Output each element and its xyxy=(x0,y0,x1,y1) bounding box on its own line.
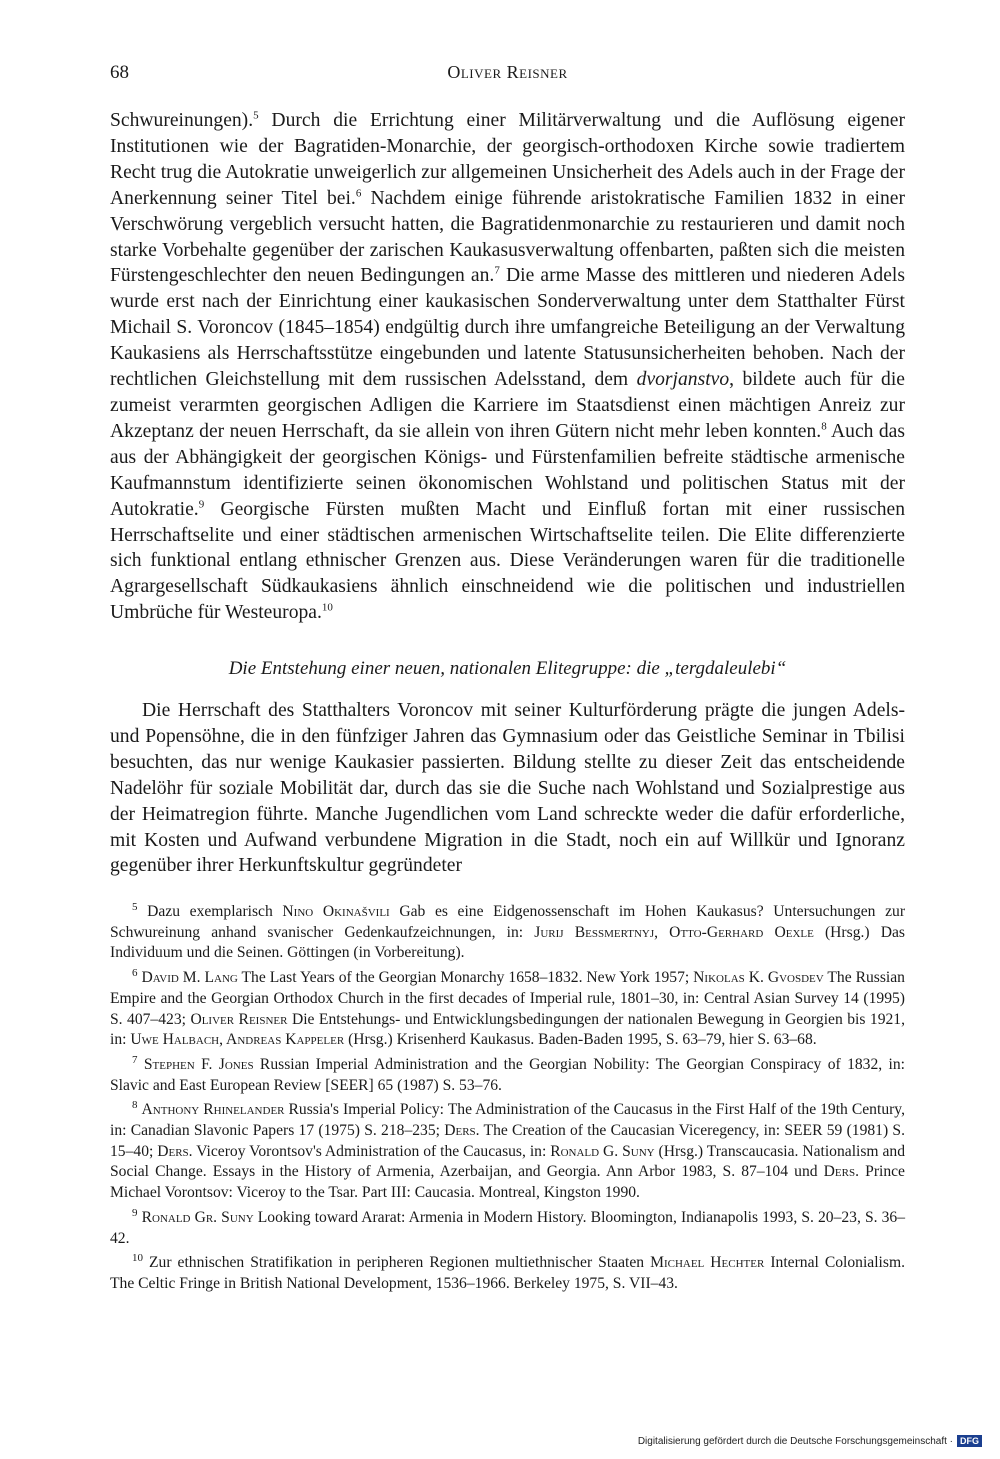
text-run: Russian Imperial Administration and the Georgian Nobility: The Georgian Conspiracy of 1832, in: Slavic and East European Review [SEER] 65 (1987) S. 53–76. xyxy=(110,1055,905,1094)
text-run: Durch die Errichtung einer Militärverwaltung und die Auflösung eigener Institutionen wie der Bagratiden-Monarchie, der georgisch-orthodoxen Kirche sowie tradiertem Recht trug die Autokratie unweigerlich zur allgemeinen Unsicherheit des Adels auch in der Frage der Anerkennung seiner Titel bei. xyxy=(110,110,905,209)
text-run: (Hrsg.) Das Individuum und die Seinen. Göttingen (in Vorbereitung). xyxy=(110,923,905,962)
author-name: Stephen F. Jones xyxy=(143,1055,254,1073)
text-run: The Russian Empire and the Georgian Orthodox Church in the first decades of Imperial rule, 1801–30, in: Central Asian Survey 14 (1995) S. 407–423; xyxy=(110,969,905,1028)
credit-text: Digitalisierung gefördert durch die Deutsche Forschungsgemeinschaft · xyxy=(637,1435,953,1447)
author-name: Nino Okinašvili xyxy=(282,903,390,920)
text-run: Viceroy Vorontsov's Administration of the Caucasus, in: xyxy=(192,1142,551,1160)
footnote-number: 8 xyxy=(132,1099,138,1112)
text-run: Auch das aus der Abhängigkeit der georgischen Königs- und Fürstenfamilien befreite städtische armenische Kaufmannstum identifizierte seinen ökonomischen Wohlstand und politischen Status mit der Autokratie. xyxy=(110,420,905,520)
footnote-ref-6: 6 xyxy=(355,187,362,200)
footnote-ref-5: 5 xyxy=(253,109,259,122)
running-head: Oliver Reisner xyxy=(447,62,568,82)
section-heading: Die Entstehung einer neuen, nationalen Elitegruppe: die „tergdaleulebi“ xyxy=(228,658,787,680)
footnote-ref-10: 10 xyxy=(321,601,333,614)
text-run: Zur ethnischen Stratifikation in peripheren Regionen multiethnischer Staaten xyxy=(143,1254,651,1272)
text-run: Dazu exemplarisch xyxy=(137,903,283,920)
footnote-8 xyxy=(110,1100,905,1204)
footnote-5 xyxy=(110,902,905,964)
author-name: Jurij Bessmertnyj, Otto-Gerhard Oexle xyxy=(534,923,814,941)
footnote-7 xyxy=(110,1055,905,1096)
author-name: David M. Lang xyxy=(141,969,238,987)
author-name: Nikolas K. Gvosdev xyxy=(693,969,824,987)
footnote-9 xyxy=(110,1208,905,1249)
paragraph-1 xyxy=(110,108,905,626)
text-run: Die Entstehungs- und Entwicklungsbedingungen der nationalen Bewegung in Georgien bis 1921, in: xyxy=(110,1010,906,1049)
author-name: Anthony Rhinelander xyxy=(141,1101,285,1119)
author-name: Ders. xyxy=(157,1142,193,1160)
text-run: , bildete auch für die zumeist verarmten georgischen Adligen die Karriere im Staatsdienst einen mächtigen Anreiz zur Akzeptanz der neuen Herrschaft, da sie allein von ihren Gütern nicht mehr leben konnten. xyxy=(110,369,905,442)
author-name: Michael Hechter xyxy=(650,1254,765,1272)
author-name: Ders. xyxy=(823,1163,860,1181)
author-name: Ronald G. Suny xyxy=(550,1142,655,1160)
text-run: (Hrsg.) Krisenherd Kaukasus. Baden-Baden 1995, S. 63–79, hier S. 63–68. xyxy=(344,1031,817,1049)
text-run: Russia's Imperial Policy: The Administration of the Caucasus in the First Half of the 19th Century, in: Canadian Slavonic Papers 17 (1975) S. 218–235; xyxy=(110,1101,905,1140)
author-name: Ronald Gr. Suny xyxy=(141,1208,254,1226)
page-header xyxy=(110,62,905,88)
text-run: (Hrsg.) Transcaucasia. Nationalism and Social Change. Essays in the History of Armenia, Azerbaijan, and Georgia. Ann Arbor 1983, S. 87–104 und xyxy=(110,1142,905,1181)
author-name: Uwe Halbach, Andreas Kappeler xyxy=(130,1031,345,1049)
footnote-number: 10 xyxy=(132,1252,143,1265)
digitization-credit xyxy=(638,1435,982,1447)
footnote-number: 9 xyxy=(132,1206,138,1219)
main-text xyxy=(110,108,905,879)
text-run: Internal Colonialism. The Celtic Fringe in British National Development, 1536–1966. Berkeley 1975, S. VII–43. xyxy=(110,1254,905,1292)
footnote-ref-7: 7 xyxy=(494,264,500,277)
text-run: Looking toward Ararat: Armenia in Modern History. Bloomington, Indianapolis 1993, S. 20–23, S. 36–42. xyxy=(110,1208,905,1247)
page-number: 68 xyxy=(110,62,129,83)
author-name: Oliver Reisner xyxy=(190,1010,288,1028)
text-run: Schwureinungen). xyxy=(110,110,254,131)
footnote-10 xyxy=(110,1253,905,1294)
dfg-logo: DFG xyxy=(957,1435,982,1447)
text-run: Die arme Masse des mittleren und niederen Adels wurde erst nach der Einrichtung einer kaukasischen Sonderverwaltung unter dem Statthalter Fürst Michail S. Voroncov (1845–1854) endgültig durch ihre umfangreiche Beteiligung an der Verwaltung Kaukasiens als Herrschaftsstütze eingebunden und latente Statusunsicherheiten behoben. Nach der rechtlichen Gleichstellung mit dem russischen Adelsstand, dem xyxy=(110,265,905,391)
text-run: Nachdem einige führende aristokratische Familien 1832 in einer Verschwörung vergeblich versucht hatten, die Bagratidenmonarchie zu restaurieren und damit noch starke Vorbehalte gegenüber der zarischen Kaukasusverwaltung offenbarten, paßten sich die meisten Fürstengeschlechter den neuen Bedingungen an. xyxy=(110,187,906,287)
footnotes xyxy=(110,902,905,1299)
text-run: The Last Years of the Georgian Monarchy 1658–1832. New York 1957; xyxy=(237,969,694,987)
text-run: Prince Michael Vorontsov: Viceroy to the Tsar. Part III: Caucasia. Montreal, Kingston 1990. xyxy=(110,1163,905,1202)
footnote-number: 6 xyxy=(132,966,138,979)
footnote-ref-8: 8 xyxy=(821,420,827,433)
text-run: Georgische Fürsten mußten Macht und Einfluß fortan mit einer russischen Herrschaftselite und einer städtischen armenischen Wirtschaftselite teilen. Die Elite differenzierte sich funktional entlang ethnischer Grenzen aus. Diese Veränderungen waren für die traditionelle Agrargesellschaft Südkaukasiens ähnlich einschneidend wie die politischen und industriellen Umbrüche für Westeuropa. xyxy=(110,498,905,624)
footnote-ref-9: 9 xyxy=(198,498,205,511)
footnote-6 xyxy=(110,968,905,1051)
footnote-number: 7 xyxy=(132,1053,138,1066)
paragraph-2: Die Herrschaft des Statthalters Voroncov mit seiner Kulturförderung prägte die jungen Adels- und Popensöhne, die in den fünfziger Jahren das Gymnasium oder das Geistliche Seminar in Tbilisi besuchten, das nur wenige Kaukasier passierten. Bildung stellte zu dieser Zeit das entscheidende Nadelöhr für soziale Mobilität dar, durch das sie die Suche nach Wohlstand und Sozialprestige aus der Heimatregion führte. Manche Jugendlichen vom Land schreckte weder die dafür erforderliche, mit Kosten und Aufwand verbundene Migration in die Stadt, noch ein auf Willkür und Ignoranz gegenüber ihrer Herkunftskultur gegründeter xyxy=(110,700,905,877)
text-run: Gab es eine Eidgenossenschaft im Hohen Kaukasus? Untersuchungen zur Schwureinung anhand svanischer Gedenkaufzeichnungen, in: xyxy=(110,903,906,941)
text-run: The Creation of the Caucasian Viceregency, in: SEER 59 (1981) S. 15–40; xyxy=(110,1122,905,1160)
italic-term: dvorjanstvo xyxy=(636,369,730,391)
footnote-number: 5 xyxy=(132,900,138,913)
author-name: Ders. xyxy=(444,1122,480,1140)
